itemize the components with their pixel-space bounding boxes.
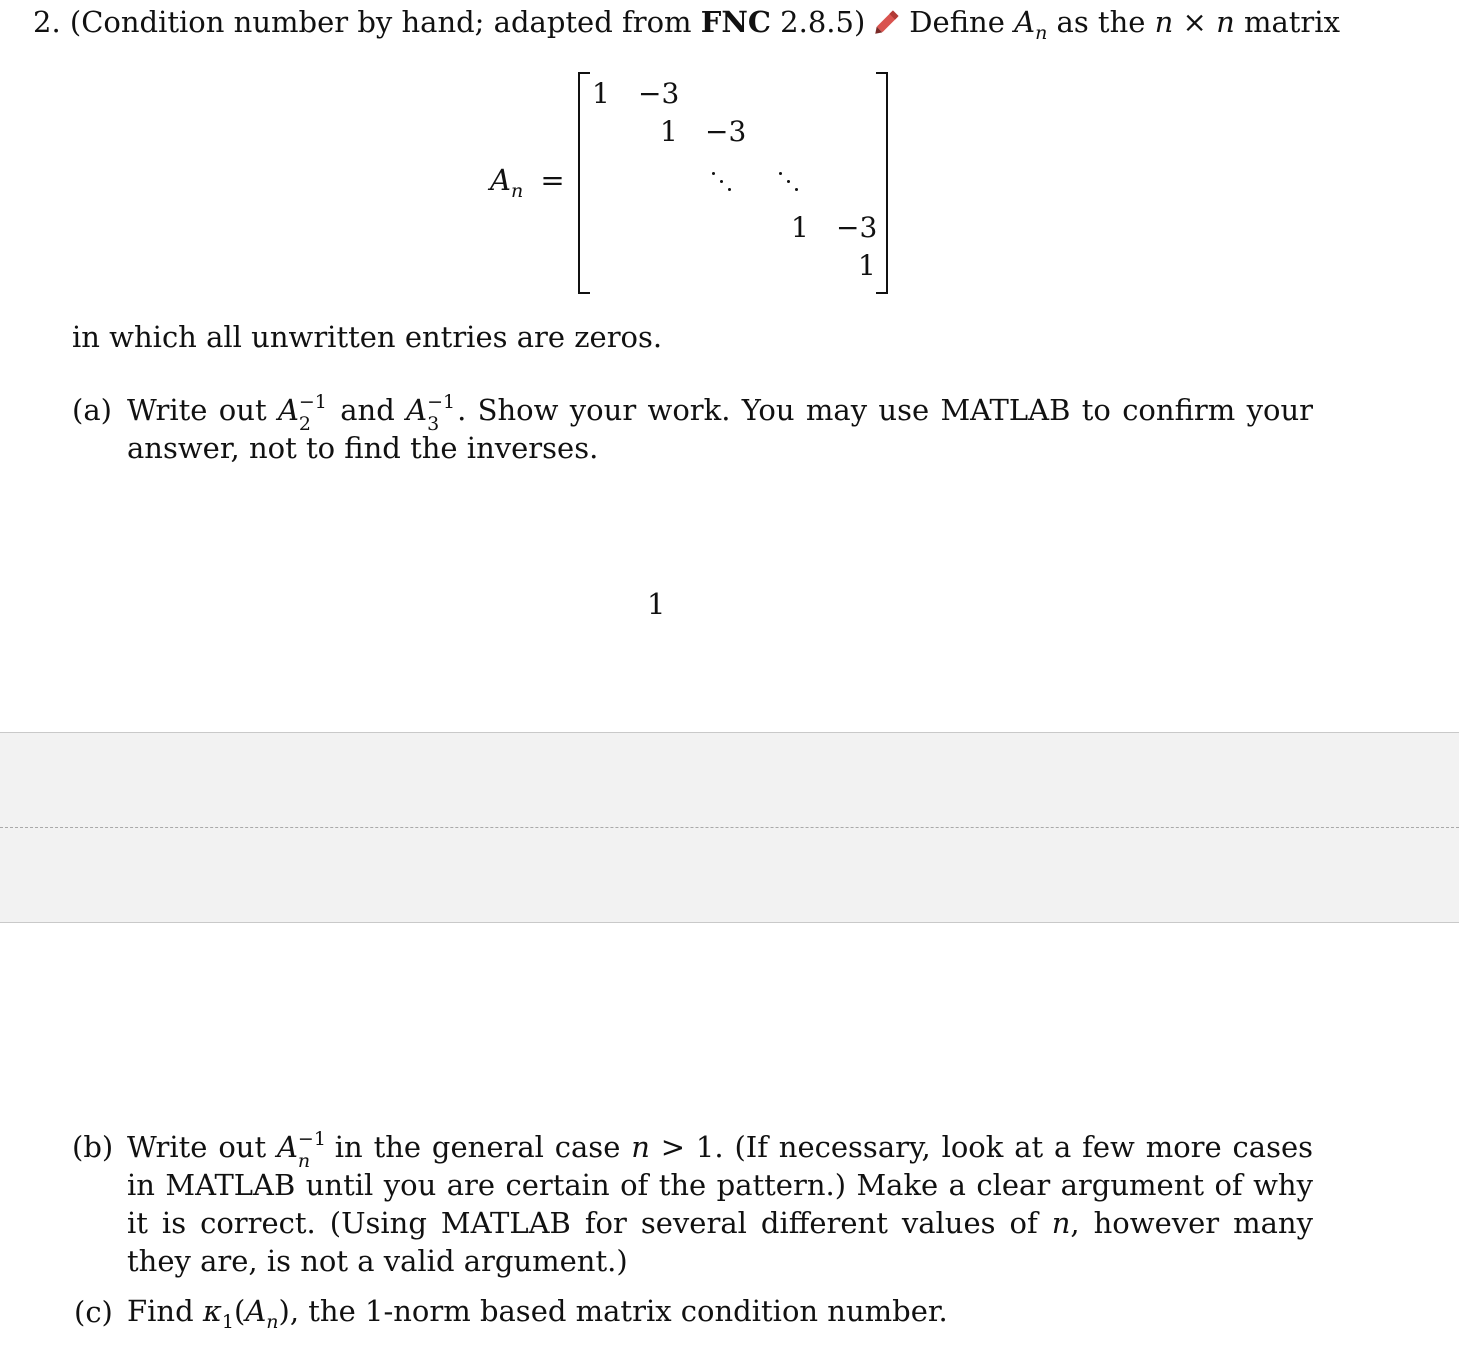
matrix-entry: −3 xyxy=(638,77,680,110)
matrix-lhs: $A_n$ = xyxy=(490,163,565,202)
problem-number: 2. xyxy=(33,5,61,39)
problem-title: (Condition number by hand; adapted from FNC 2.8.5) xyxy=(69,5,866,39)
diagonal-dots xyxy=(710,170,734,194)
part-b-text: Write out A −1 n in the general case n > 1. (If necessary, look at a few more cases in MATLAB until you are certain of the pattern.) Make a clear argument of why it is correct. (Using MATLAB for several different values of n, however many they are, is not a valid argument.) xyxy=(127,1128,1314,1278)
part-b-label: (b) xyxy=(72,1130,114,1164)
matrix-entry: 1 xyxy=(791,211,809,244)
part-a-text: Write out A −1 2 and A −1 3 . Show your work. You may use MATLAB to confirm your answer, not to find the inverses. xyxy=(127,391,1313,465)
source-name: FNC xyxy=(700,5,771,39)
answer-value: 1 xyxy=(647,587,666,621)
pencil-icon[interactable] xyxy=(873,6,903,41)
diagonal-dots xyxy=(777,170,801,194)
matrix-entry: 1 xyxy=(660,115,678,148)
left-bracket xyxy=(578,72,590,294)
matrix-entry: 1 xyxy=(592,77,610,110)
answer-box-bottom[interactable] xyxy=(0,828,1459,923)
right-bracket xyxy=(876,72,888,294)
matrix-entry: 1 xyxy=(858,249,876,282)
problem-header: 2. (Condition number by hand; adapted from FNC 2.8.5) Define $A_n$ as the n × n matrix xyxy=(33,5,1340,44)
matrix-entry: −3 xyxy=(705,115,747,148)
part-c-label: (c) xyxy=(74,1295,113,1329)
zeros-note: in which all unwritten entries are zeros. xyxy=(72,320,663,354)
part-c-text: Find $\kappa_1(A_n)$, the 1-norm based matrix condition number. xyxy=(127,1294,948,1333)
answer-box-top[interactable] xyxy=(0,732,1459,828)
part-a-label: (a) xyxy=(72,393,112,427)
matrix-entry: −3 xyxy=(836,211,878,244)
